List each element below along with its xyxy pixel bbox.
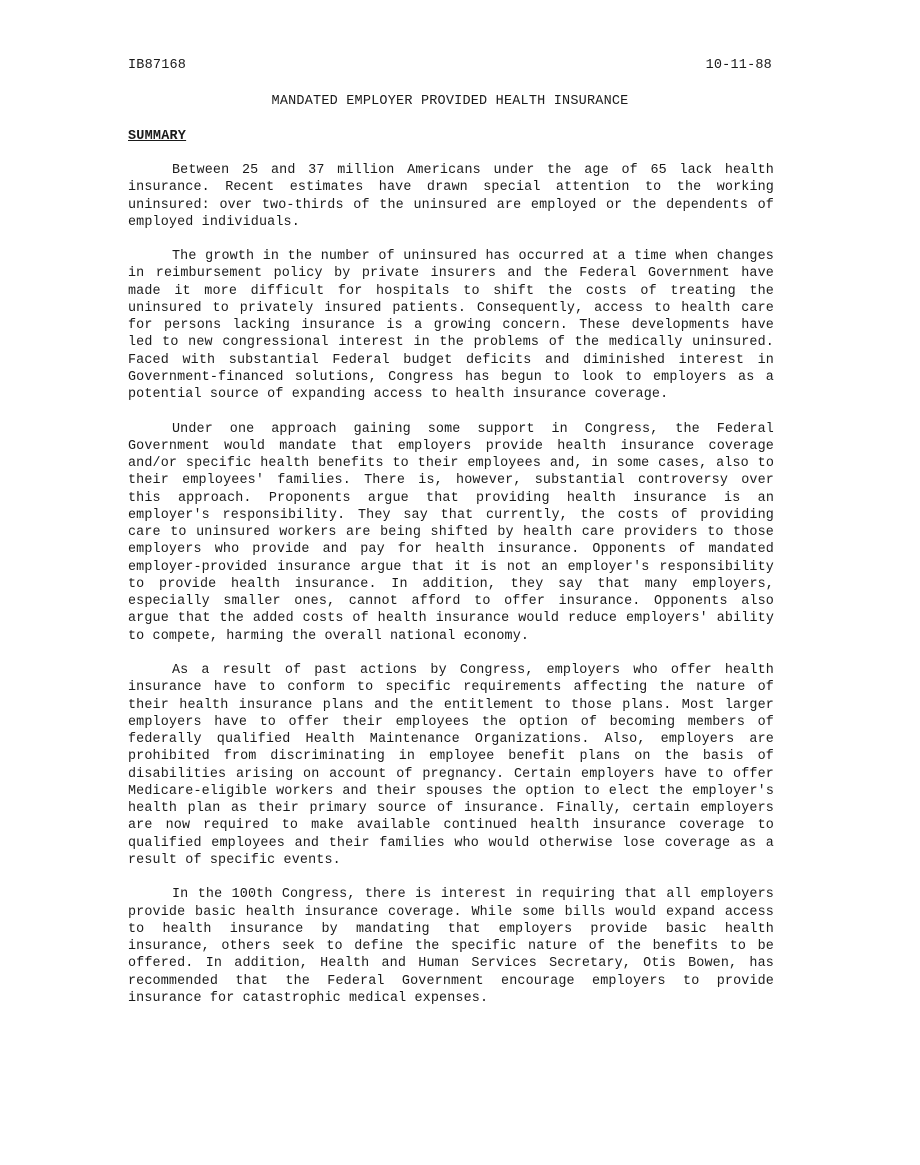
document-title: MANDATED EMPLOYER PROVIDED HEALTH INSURANCE <box>271 94 629 109</box>
section-heading: SUMMARY <box>128 129 187 144</box>
paragraph: Between 25 and 37 million Americans under the age of 65 lack health insurance. Recent estimates have drawn special attention to the working uninsured: over two-thirds of the uninsured are employed or the dependents of employed individuals. <box>128 163 774 230</box>
document-id: IB87168 <box>128 58 187 73</box>
document-date: 10-11-88 <box>705 58 772 73</box>
paragraph: As a result of past actions by Congress, employers who offer health insurance have to conform to specific requirements affecting the nature of their health insurance plans and the entitlement to those plans. Most larger employers have to offer their employees the option of becoming members of federally qualified Health Maintenance Organizations. Also, employers are prohibited from discriminating in employee benefit plans on the basis of disabilities arising on account of pregnancy. Certain employers have to offer Medicare-eligible workers and their spouses the option to elect the employer's health plan as their primary source of insurance. Finally, certain employers are now required to make available continued health insurance coverage to qualified employees and their families who would otherwise lose coverage as a result of specific events. <box>128 663 774 868</box>
page-header <box>128 58 772 73</box>
paragraph: The growth in the number of uninsured has occurred at a time when changes in reimbursement policy by private insurers and the Federal Government have made it more difficult for hospitals to shift the costs of treating the uninsured to privately insured patients. Consequently, access to health care for persons lacking insurance is a growing concern. These developments have led to new congressional interest in the problems of the medically uninsured. Faced with substantial Federal budget deficits and diminished interest in Government-financed solutions, Congress has begun to look to employers as a potential source of expanding access to health insurance coverage. <box>128 249 774 403</box>
paragraph: Under one approach gaining some support in Congress, the Federal Government would mandate that employers provide health insurance coverage and/or specific health benefits to their employees and, in some cases, also to their employees' families. There is, however, substantial controversy over this approach. Proponents argue that providing health insurance is an employer's responsibility. They say that currently, the costs of providing care to uninsured workers are being shifted by health care providers to those employers who provide and pay for health insurance. Opponents of mandated employer-provided insurance argue that it is not an employer's responsibility to provide health insurance. In addition, they say that many employers, especially smaller ones, cannot afford to offer insurance. Opponents also argue that the added costs of health insurance would reduce employers' ability to compete, harming the overall national economy. <box>128 421 774 644</box>
summary-body <box>128 162 774 1024</box>
paragraph: In the 100th Congress, there is interest in requiring that all employers provide basic health insurance coverage. While some bills would expand access to health insurance by mandating that employers provide basic health insurance, others seek to define the specific nature of the benefits to be offered. In addition, Health and Human Services Secretary, Otis Bowen, has recommended that the Federal Government encourage employers to provide insurance for catastrophic medical expenses. <box>128 887 774 1006</box>
